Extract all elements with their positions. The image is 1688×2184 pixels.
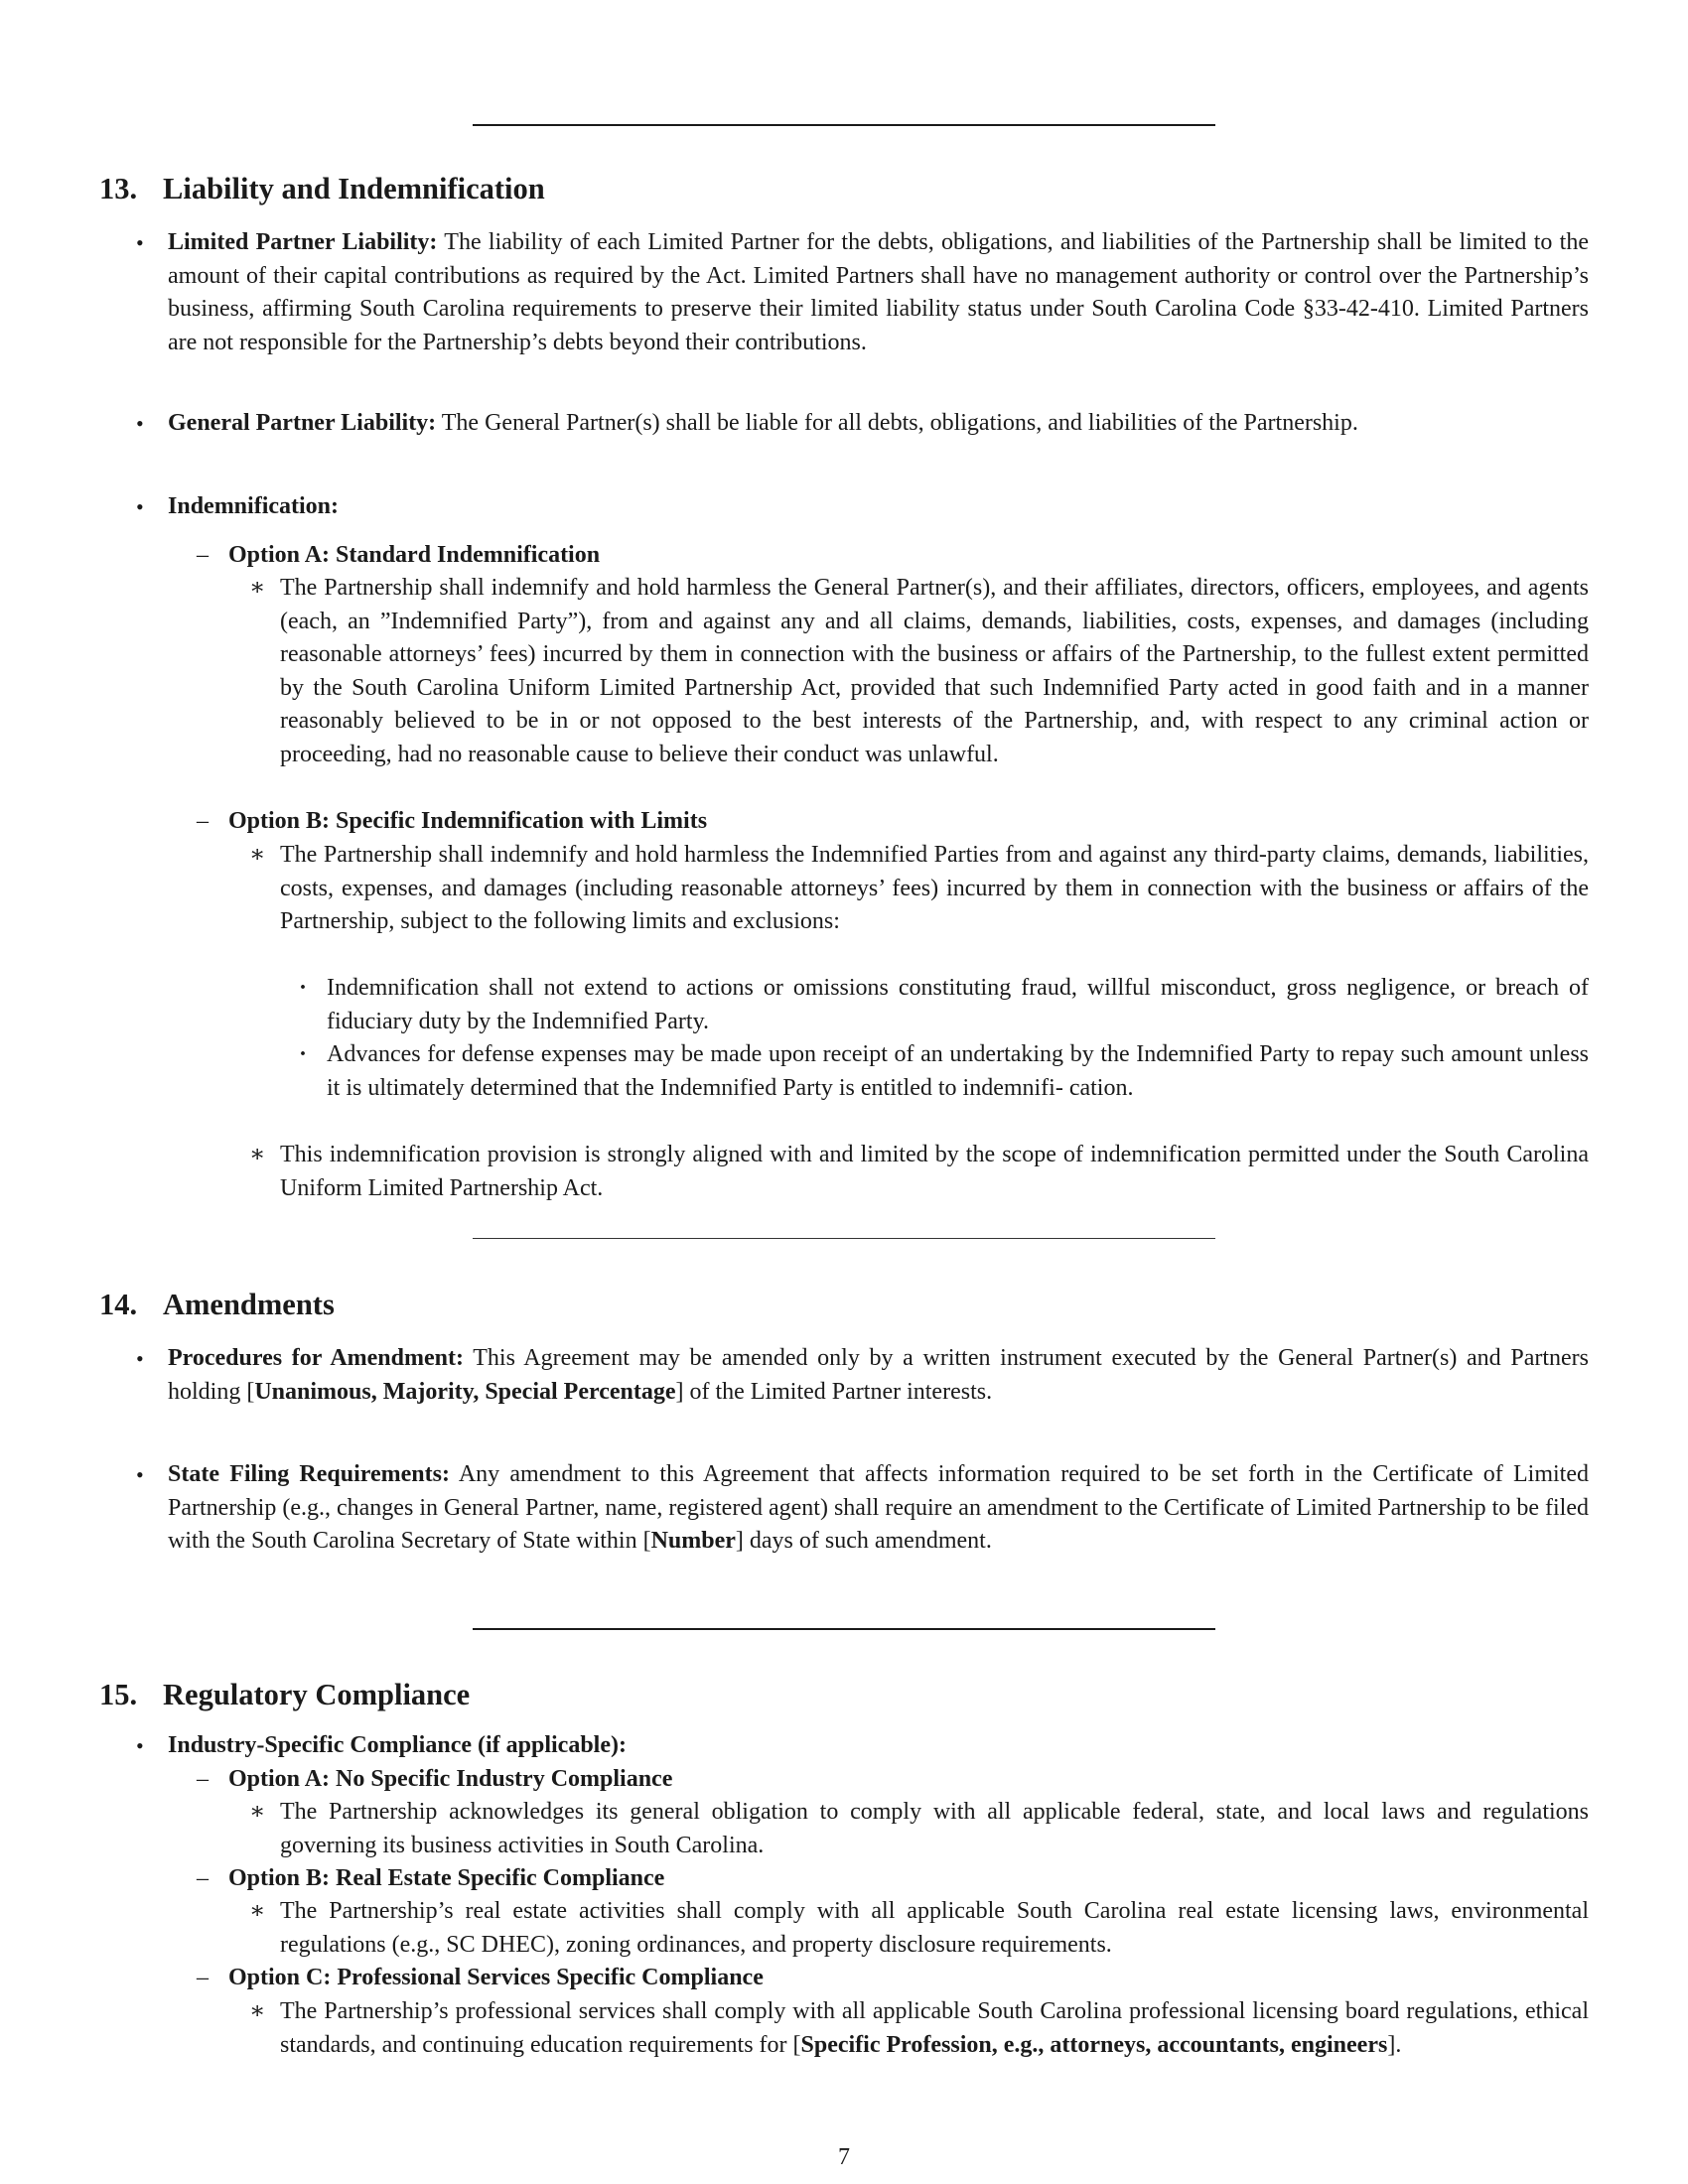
section-divider (473, 1628, 1215, 1630)
industry-compliance-label: Industry-Specific Compliance (if applicable): (168, 1732, 627, 1758)
compliance-option-c-title: Option C: Professional Services Specific Compliance (228, 1965, 764, 1990)
section-13-title: Liability and Indemnification (163, 172, 545, 205)
asterisk-marker: ∗ (249, 1898, 266, 1924)
asterisk-marker: ∗ (249, 1998, 266, 2024)
indemnification-option-a-text: The Partnership shall indemnify and hold harmless the General Partner(s), and their affiliates, directors, officers, employees, and agents (each, an ”Indemnified Party”), from and against any and all claims, demands, liabilities, costs, expenses, and damages (including reasonable attorneys’ fees) incurred by them in connection with the business or affairs of the Partnership, to the fullest extent permitted by the South Carolina Uniform Limited Partnership Act, provided that such Indemnified Party acted in good faith and in a manner reasonably believed to be in or not opposed to the best interests of the Partnership, and, with respect to any criminal action or proceeding, had no reasonable cause to believe their conduct was unlawful. (280, 575, 1589, 767)
procedures-for-amendment-text: This Agreement may be amended only by a written instrument executed by the General Partner(s) and Partners holding [ (168, 1345, 1589, 1405)
indemnification-option-b-text: The Partnership shall indemnify and hold harmless the Indemnified Parties from and against any third-party claims, demands, liabilities, costs, expenses, and damages (including reasonable attorneys’ fees) incurred by them in connection with the business or affairs of the Partnership, subject to the following limits and exclusions: (280, 842, 1589, 934)
section-14-heading (99, 1287, 335, 1322)
asterisk-marker: ∗ (249, 1142, 266, 1167)
section-14-number: 14. (99, 1288, 138, 1321)
indemnification-limit-fraud: Indemnification shall not extend to actions or omissions constituting fraud, willful misconduct, gross negligence, or breach of fiduciary duty by the Indemnified Party. (327, 975, 1589, 1034)
specific-profession-placeholder: Specific Profession, e.g., attorneys, accountants, engineers (800, 2031, 1388, 2058)
general-partner-liability-text: The General Partner(s) shall be liable for all debts, obligations, and liabilities of the Partnership. (441, 410, 1358, 436)
bullet-marker: • (136, 494, 144, 519)
dash-marker: – (197, 1766, 209, 1792)
indemnification-option-a (228, 539, 1589, 573)
compliance-option-b (228, 1862, 1589, 1896)
indemnification-label: Indemnification: (168, 493, 340, 519)
indemnification-option-b (228, 805, 1589, 839)
bullet-marker: • (136, 230, 144, 255)
compliance-option-a (228, 1763, 1589, 1797)
indemnification-scope-text: This indemnification provision is strongly aligned with and limited by the scope of indemnification permitted under the South Carolina Uniform Limited Partnership Act. (280, 1142, 1589, 1201)
bullet-marker: • (136, 1462, 144, 1487)
dot-marker: · (299, 1041, 308, 1067)
compliance-option-c-text-end: ]. (1387, 2031, 1402, 2058)
compliance-option-c-text (280, 1995, 1589, 2062)
dash-marker: – (197, 542, 209, 568)
compliance-option-a-text: The Partnership acknowledges its general obligation to comply with all applicable federal, state, and local laws and regulations governing its business activities in South Carolina. (280, 1799, 1589, 1858)
compliance-option-b-text: The Partnership’s real estate activities shall comply with all applicable South Carolina real estate licensing laws, environmental regulations (e.g., SC DHEC), zoning ordinances, and property disclosure requirements. (280, 1898, 1589, 1958)
indemnification-item (168, 490, 1589, 524)
general-partner-liability-item (168, 407, 1589, 441)
page-number: 7 (838, 2144, 850, 2170)
dash-marker: – (197, 1965, 209, 1990)
limited-partner-liability-text: The liability of each Limited Partner for the debts, obligations, and liabilities of the Partnership shall be limited to the amount of their capital contributions as required by the Act. Limited Partners shall have no management authority or control over the Partnership’s business, affirming South Carolina requirements to preserve their limited liability status under South Carolina Code §33-42-410. Limited Partners are not responsible for the Partnership’s debts beyond their contributions. (168, 229, 1589, 355)
limited-partner-liability-label: Limited Partner Liability: (168, 229, 438, 255)
section-divider-top (473, 124, 1215, 126)
procedures-for-amendment-text-end: ] of the Limited Partner interests. (675, 1378, 993, 1405)
dot-marker: · (299, 975, 308, 1001)
bullet-marker: • (136, 1733, 144, 1758)
section-15-heading (99, 1677, 470, 1712)
filing-days-placeholder: Number (650, 1528, 736, 1554)
asterisk-marker: ∗ (249, 1799, 266, 1825)
section-divider (473, 1238, 1215, 1239)
section-13-heading (99, 171, 545, 206)
section-15-title: Regulatory Compliance (163, 1678, 471, 1711)
asterisk-marker: ∗ (249, 575, 266, 601)
indemnification-option-b-title: Option B: Specific Indemnification with Limits (228, 808, 708, 834)
state-filing-requirements-label: State Filing Requirements: (168, 1461, 450, 1487)
compliance-option-a-title: Option A: No Specific Industry Compliance (228, 1766, 673, 1792)
indemnification-option-a-title: Option A: Standard Indemnification (228, 542, 601, 568)
industry-compliance-item (168, 1729, 1589, 1763)
asterisk-marker: ∗ (249, 842, 266, 868)
state-filing-requirements-text-end: ] days of such amendment. (735, 1528, 992, 1554)
procedures-for-amendment-item (168, 1342, 1589, 1409)
amendment-majority-placeholder: Unanimous, Majority, Special Percentage (254, 1378, 676, 1405)
indemnification-limit-advances: Advances for defense expenses may be made upon receipt of an undertaking by the Indemnified Party to repay such amount unless it is ultimately determined that the Indemnified Party is entitled to indemnifi- cation. (327, 1041, 1589, 1101)
dash-marker: – (197, 808, 209, 834)
bullet-marker: • (136, 411, 144, 436)
section-13-number: 13. (99, 172, 138, 205)
compliance-option-c-text-start: The Partnership’s professional services shall comply with all applicable South Carolina professional licensing board regulations, ethical standards, and continuing education requirements for [ (280, 1998, 1589, 2058)
compliance-option-b-title: Option B: Real Estate Specific Compliance (228, 1865, 665, 1891)
section-14-title: Amendments (163, 1288, 335, 1321)
bullet-marker: • (136, 1346, 144, 1371)
state-filing-requirements-text: Any amendment to this Agreement that affects information required to be set forth in the Certificate of Limited Partnership (e.g., changes in General Partner, name, registered agent) shall require an amendment to the Certificate of Limited Partnership to be filed with the South Carolina Secretary of State within [ (168, 1461, 1589, 1554)
procedures-for-amendment-label: Procedures for Amendment: (168, 1345, 464, 1371)
general-partner-liability-label: General Partner Liability: (168, 410, 437, 436)
section-15-number: 15. (99, 1678, 138, 1711)
state-filing-requirements-item (168, 1458, 1589, 1559)
dash-marker: – (197, 1865, 209, 1891)
compliance-option-c (228, 1962, 1589, 1995)
limited-partner-liability-item (168, 226, 1589, 359)
